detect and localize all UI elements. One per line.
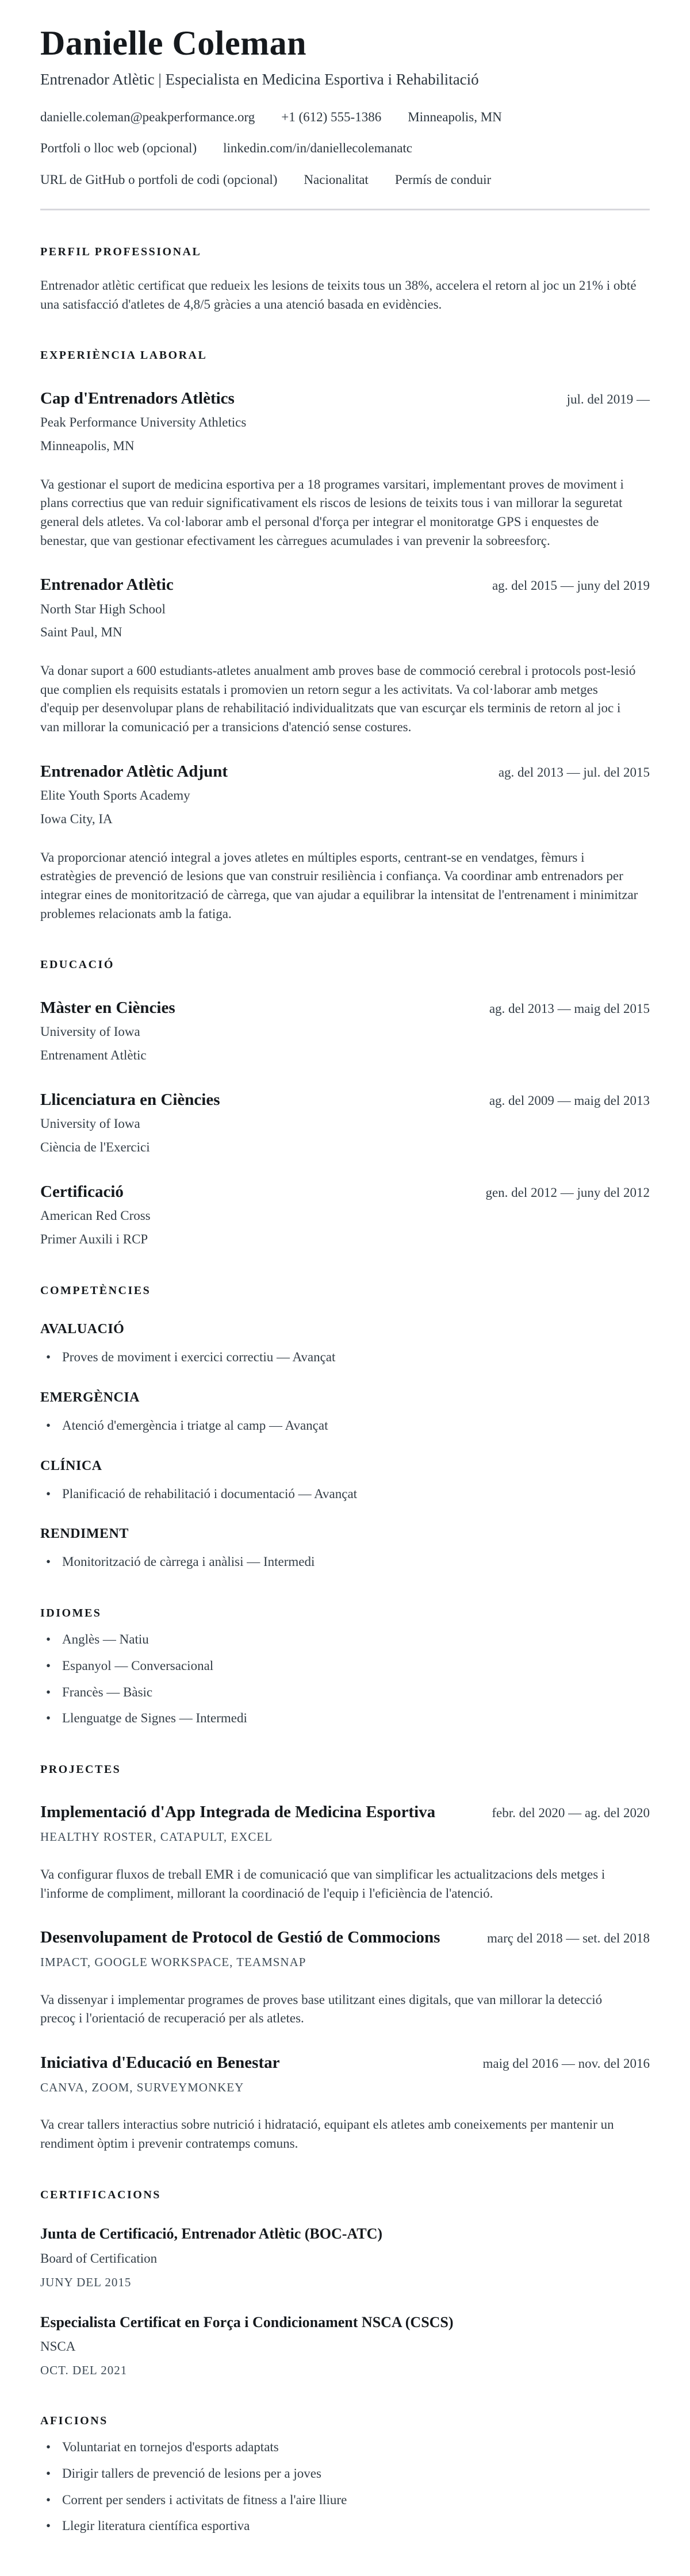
section-education — [40, 957, 650, 1249]
education-entry — [40, 1089, 650, 1157]
competency-group-name: CLÍNICA — [40, 1458, 102, 1473]
project-entry — [40, 2052, 650, 2153]
project-entry — [40, 1927, 650, 2028]
project-title: Desenvolupament de Protocol de Gestió de Commocions — [40, 1928, 440, 1947]
project-entry-head — [40, 1802, 650, 1823]
job-description: Va proporcionar atenció integral a joves atletes en múltiples esports, centrant-se en vendatges, fèmurs i estratègies de prevenció de lesions que van construir resiliència i confiança. Va coordinar amb entrenadors per integrar eines de monitorització de càrrega, que van ajudar a equilibrar la intensitat de l'entrenament i minimitzar problemes relacionats amb la fatiga. — [40, 850, 638, 921]
education-heading: EDUCACIÓ — [40, 958, 114, 972]
contact-row-links — [40, 139, 650, 158]
job-entry-head — [40, 574, 650, 596]
job-entry-head — [40, 388, 650, 409]
hobby-item: • Corrent per senders i activitats de fitness a l'aire lliure — [40, 2491, 650, 2510]
languages-list — [40, 1630, 650, 1728]
job-title: Cap d'Entrenadors Atlètics — [40, 389, 235, 408]
field-of-study: Primer Auxili i RCP — [40, 1232, 148, 1246]
job-dates: ag. del 2015 — juny del 2019 — [492, 578, 650, 593]
education-dates: ag. del 2013 — maig del 2015 — [489, 1001, 650, 1016]
section-projects — [40, 1761, 650, 2153]
hobby-item: • Dirigir tallers de prevenció de lesions per a joves — [40, 2464, 650, 2483]
job-location: Saint Paul, MN — [40, 625, 122, 640]
language-item: • Llenguatge de Signes — Intermedi — [40, 1709, 650, 1728]
job-entry — [40, 574, 650, 737]
education-entry-head — [40, 997, 650, 1019]
job-company: Elite Youth Sports Academy — [40, 788, 190, 803]
profile-summary-text: Entrenador atlètic certificat que redueix les lesions de teixits tous un 38%, accelera el retorn al joc un 21% i obté una satisfacció d'atletes de 4,8/5 gràcies a una atenció basada en evidències. — [40, 278, 637, 312]
job-dates: jul. del 2019 — — [566, 391, 650, 406]
job-dates: ag. del 2013 — jul. del 2015 — [498, 765, 650, 780]
project-entry-head — [40, 2052, 650, 2074]
project-description: Va configurar fluxos de treball EMR i de comunicació que van simplificar les actualitzacions dels metges i l'informe de compliment, millorant la coordinació de l'equip i l'eficiència de l'atenció. — [40, 1867, 605, 1901]
project-tools: IMPACT, GOOGLE WORKSPACE, TEAMSNAP — [40, 1955, 306, 1969]
competency-item: • Proves de moviment i exercici correctiu — Avançat — [40, 1348, 650, 1367]
competency-item: • Monitorització de càrrega i anàlisi — Intermedi — [40, 1553, 650, 1572]
education-entry-head — [40, 1181, 650, 1203]
job-entry — [40, 388, 650, 551]
language-item: • Espanyol — Conversacional — [40, 1657, 650, 1676]
header-divider — [40, 209, 650, 210]
profile-heading: PERFIL PROFESSIONAL — [40, 245, 202, 259]
degree-title: Llicenciatura en Ciències — [40, 1090, 220, 1109]
nationality-placeholder-text: Nacionalitat — [304, 172, 369, 187]
hobbies-list — [40, 2438, 650, 2536]
field-of-study: Ciència de l'Exercici — [40, 1140, 150, 1155]
certification-title: Especialista Certificat en Força i Condicionament NSCA (CSCS) — [40, 2313, 454, 2331]
section-experience — [40, 347, 650, 923]
competency-list — [40, 1348, 650, 1367]
job-entry — [40, 761, 650, 924]
certification-title: Junta de Certificació, Entrenador Atlètic (BOC-ATC) — [40, 2225, 383, 2243]
projects-heading: PROJECTES — [40, 1763, 121, 1776]
license-placeholder-text: Permís de conduir — [394, 172, 492, 187]
job-title: Entrenador Atlètic — [40, 575, 174, 594]
experience-heading: EXPERIÈNCIA LABORAL — [40, 349, 208, 362]
competency-item: • Planificació de rehabilitació i documentació — Avançat — [40, 1485, 650, 1504]
job-location: Minneapolis, MN — [40, 438, 135, 453]
job-company: Peak Performance University Athletics — [40, 415, 247, 430]
section-profile — [40, 244, 650, 314]
certification-entry — [40, 2312, 650, 2379]
competency-group-name: AVALUACIÓ — [40, 1322, 125, 1337]
job-description: Va donar suport a 600 estudiants-atletes anualment amb proves base de commoció cerebral i protocols post-lesió que complien els requisits estatals i promovien un retorn segur a les activitats. Va col·laborar amb metges d'equip per desenvolupar plans de rehabilitació individualitzats que van escurçar els terminis de retorn al joc i van millorar la comunicació per a transicions d'atenció sense costures. — [40, 663, 636, 735]
education-dates: ag. del 2009 — maig del 2013 — [489, 1093, 650, 1108]
project-title: Implementació d'App Integrada de Medicina Esportiva — [40, 1803, 436, 1822]
competency-group-name: RENDIMENT — [40, 1526, 129, 1542]
github-placeholder-text: URL de GitHub o portfoli de codi (opcional) — [40, 172, 278, 187]
email-text: danielle.coleman@peakperformance.org — [40, 109, 255, 124]
project-dates: maig del 2016 — nov. del 2016 — [482, 2056, 650, 2071]
degree-title: Màster en Ciències — [40, 998, 175, 1017]
contact-row-primary — [40, 108, 650, 127]
section-competencies — [40, 1283, 650, 1572]
certification-date: OCT. DEL 2021 — [40, 2363, 128, 2378]
certification-issuer: NSCA — [40, 2339, 76, 2354]
contact-row-extra — [40, 171, 650, 190]
project-tools: HEALTHY ROSTER, CATAPULT, EXCEL — [40, 1830, 273, 1844]
project-description: Va dissenyar i implementar programes de proves base utilitzant eines digitals, que van millorar la detecció precoç i l'orientació de recuperació per als atletes. — [40, 1992, 603, 2026]
project-tools: CANVA, ZOOM, SURVEYMONKEY — [40, 2080, 244, 2094]
job-title: Entrenador Atlètic Adjunt — [40, 762, 228, 781]
section-languages — [40, 1605, 650, 1728]
education-entry-head — [40, 1089, 650, 1111]
languages-heading: IDIOMES — [40, 1606, 102, 1619]
education-entry — [40, 1181, 650, 1249]
job-description: Va gestionar el suport de medicina esportiva per a 18 programes varsitari, implementant proves de moviment i plans correctius que van reduir significativament els riscos de lesions de teixits tous i van millorar la seguretat general dels atletes. Va col·laborar amb el personal d'força per integrar el monitoratge GPS i enquestes de benestar, que van gestionar efectivament les càrregues acumulades i van prevenir la sobreesforç. — [40, 477, 624, 548]
language-item: • Francès — Bàsic — [40, 1683, 650, 1702]
job-company: North Star High School — [40, 601, 166, 616]
location-text: Minneapolis, MN — [408, 109, 502, 124]
professional-subtitle: Entrenador Atlètic | Especialista en Medicina Esportiva i Rehabilitació — [40, 71, 479, 89]
school-name: University of Iowa — [40, 1024, 140, 1039]
competencies-heading: COMPETÈNCIES — [40, 1284, 151, 1297]
education-dates: gen. del 2012 — juny del 2012 — [485, 1185, 650, 1200]
hobbies-heading: AFICIONS — [40, 2414, 108, 2427]
job-location: Iowa City, IA — [40, 812, 113, 827]
competency-list — [40, 1416, 650, 1435]
language-item: • Anglès — Natiu — [40, 1630, 650, 1649]
phone-text: +1 (612) 555-1386 — [281, 109, 382, 124]
section-hobbies — [40, 2413, 650, 2536]
certification-entry — [40, 2224, 650, 2291]
school-name: University of Iowa — [40, 1116, 140, 1131]
linkedin-text: linkedin.com/in/daniellecolemanatc — [223, 141, 413, 156]
project-dates: març del 2018 — set. del 2018 — [487, 1931, 650, 1946]
portfolio-placeholder-text: Portfoli o lloc web (opcional) — [40, 141, 197, 156]
hobby-item: • Llegir literatura científica esportiva — [40, 2517, 650, 2536]
job-entry-head — [40, 761, 650, 782]
competency-item: • Atenció d'emergència i triatge al camp — Avançat — [40, 1416, 650, 1435]
project-entry — [40, 1802, 650, 1903]
competency-group-name: EMERGÈNCIA — [40, 1389, 140, 1405]
resume-header — [40, 24, 650, 210]
project-dates: febr. del 2020 — ag. del 2020 — [492, 1806, 650, 1821]
section-certifications — [40, 2187, 650, 2379]
certification-issuer: Board of Certification — [40, 2251, 158, 2266]
person-name: Danielle Coleman — [40, 24, 306, 62]
project-description: Va crear tallers interactius sobre nutrició i hidratació, equipant els atletes amb coneixements per mantenir un rendiment òptim i prevenir contratemps comuns. — [40, 2117, 614, 2151]
hobby-item: • Voluntariat en tornejos d'esports adaptats — [40, 2438, 650, 2457]
certification-date: JUNY DEL 2015 — [40, 2275, 132, 2289]
field-of-study: Entrenament Atlètic — [40, 1048, 147, 1063]
competency-list — [40, 1485, 650, 1504]
degree-title: Certificació — [40, 1182, 124, 1201]
education-entry — [40, 997, 650, 1065]
competency-list — [40, 1553, 650, 1572]
certifications-heading: CERTIFICACIONS — [40, 2188, 161, 2201]
project-title: Iniciativa d'Educació en Benestar — [40, 2053, 280, 2072]
project-entry-head — [40, 1927, 650, 1948]
school-name: American Red Cross — [40, 1208, 151, 1223]
